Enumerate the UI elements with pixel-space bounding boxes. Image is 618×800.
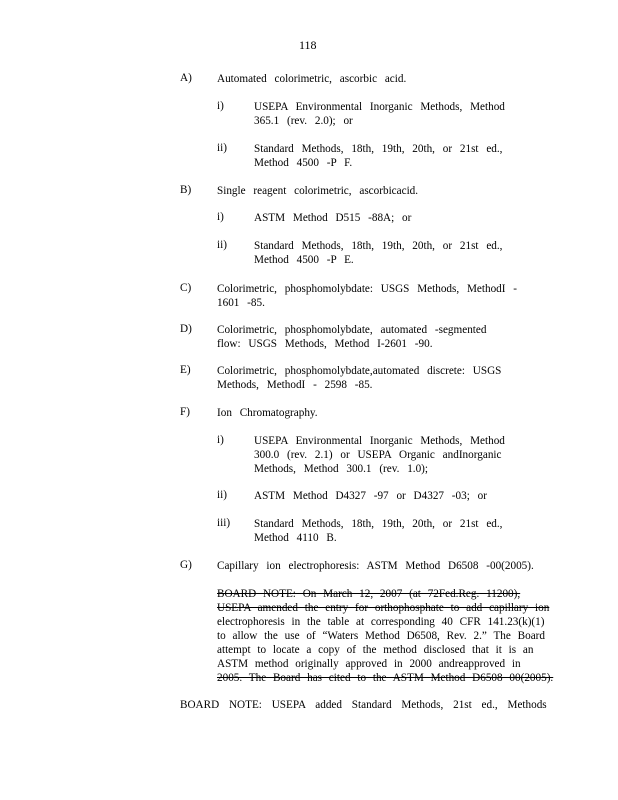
note-line: to allow the use of “Waters Method D6508, Rev. 2.” The Board xyxy=(217,630,546,642)
sublist-item-text: ASTM Method D4327 -97 or D4327 -03; or xyxy=(254,490,487,502)
note-line: attempt to locate a copy of the method disclosed that it is an xyxy=(217,644,534,656)
list-item-text: Capillary ion electrophoresis: ASTM Method D6508 -00(2005). xyxy=(217,560,534,572)
list-letter: F) xyxy=(180,406,190,418)
sublist-roman: ii) xyxy=(217,239,227,251)
board-note: BOARD NOTE: USEPA added Standard Methods, 21st ed., Methods xyxy=(180,699,547,711)
list-letter: B) xyxy=(180,184,192,196)
list-item-text: Colorimetric, phosphomolybdate,automated discrete: USGS Methods, MethodI - 2598 -85. xyxy=(217,365,502,391)
sublist-item-text: ASTM Method D515 -88A; or xyxy=(254,212,412,224)
sublist-roman: iii) xyxy=(217,517,231,529)
sublist-item-text: USEPA Environmental Inorganic Methods, Method 300.0 (rev. 2.1) or USEPA Organic andInorganic Methods, Method 300.1 (rev. 1.0); xyxy=(254,435,505,475)
sublist-roman: i) xyxy=(217,434,224,446)
list-letter: C) xyxy=(180,282,192,294)
sublist-item-text: USEPA Environmental Inorganic Methods, Method 365.1 (rev. 2.0); or xyxy=(254,101,505,127)
note-line: 2005. The Board has cited to the ASTM Method D6508 00(2005). xyxy=(217,672,554,684)
sublist-item-text: Standard Methods, 18th, 19th, 20th, or 21st ed., Method 4110 B. xyxy=(254,518,503,544)
list-item-text: Ion Chromatography. xyxy=(217,407,318,419)
list-item-text: Automated colorimetric, ascorbic acid. xyxy=(217,73,407,85)
list-letter: A) xyxy=(180,72,192,84)
sublist-item-text: Standard Methods, 18th, 19th, 20th, or 21st ed., Method 4500 -P F. xyxy=(254,143,503,169)
sublist-roman: ii) xyxy=(217,489,227,501)
note-line: BOARD NOTE: On March 12, 2007 (at 72Fed.Reg. 11200), xyxy=(217,588,521,600)
sublist-roman: ii) xyxy=(217,142,227,154)
note-line: electrophoresis in the table at corresponding 40 CFR 141.23(k)(1) xyxy=(217,616,545,628)
note-line: USEPA amended the entry for orthophosphate to add capillary ion xyxy=(217,602,550,614)
list-item-text: Colorimetric, phosphomolybdate: USGS Methods, MethodI - 1601 -85. xyxy=(217,283,518,309)
list-item-text: Colorimetric, phosphomolybdate, automated -segmented flow: USGS Methods, Method I-2601 -90. xyxy=(217,324,487,350)
sublist-roman: i) xyxy=(217,211,224,223)
list-letter: E) xyxy=(180,364,191,376)
board-note-amended xyxy=(217,587,554,685)
list-letter: D) xyxy=(180,323,192,335)
list-item-text: Single reagent colorimetric, ascorbicacid. xyxy=(217,185,419,197)
list-letter: G) xyxy=(180,559,192,571)
note-line: ASTM method originally approved in 2000 andreapproved in xyxy=(217,658,521,670)
sublist-item-text: Standard Methods, 18th, 19th, 20th, or 21st ed., Method 4500 -P E. xyxy=(254,240,503,266)
page-number: 118 xyxy=(299,38,317,52)
sublist-roman: i) xyxy=(217,100,224,112)
